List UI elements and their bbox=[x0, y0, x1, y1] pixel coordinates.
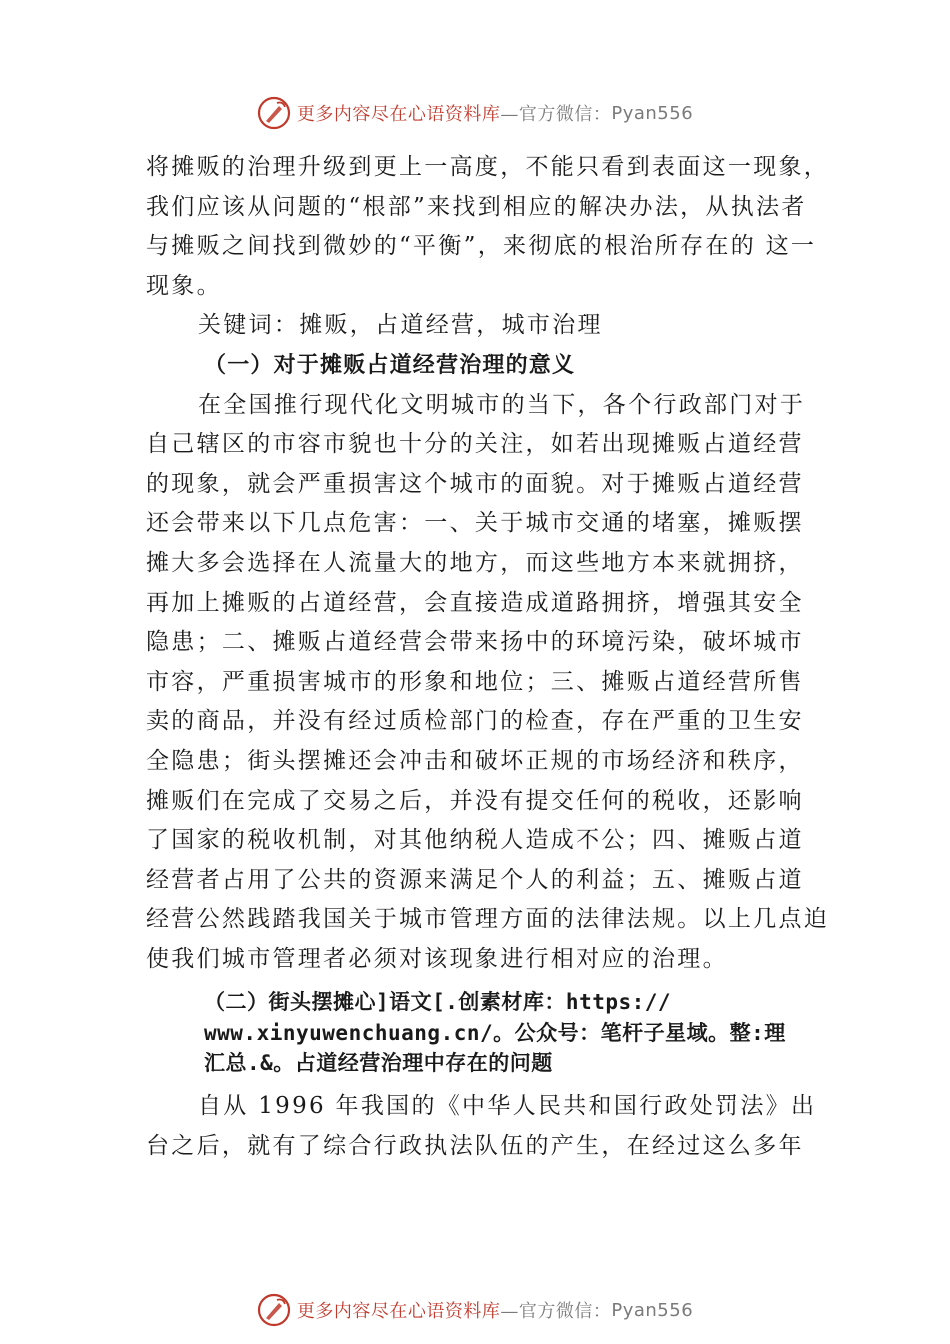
paragraph-line: 使我们城市管理者必须对该现象进行相对应的治理。 bbox=[146, 945, 728, 972]
paragraph-line: 与摊贩之间找到微妙的“平衡”，来彻底的根治所存在的 这一 bbox=[146, 233, 817, 260]
paragraph-line: 经营公然践踏我国关于城市管理方面的法律法规。以上几点迫 bbox=[146, 906, 830, 933]
header-wechat-id: Pyan556 bbox=[611, 102, 694, 124]
paragraph-line: 现象。 bbox=[146, 272, 222, 299]
paragraph-line: 自从 1996 年我国的《中华人民共和国行政处罚法》出 bbox=[198, 1092, 817, 1119]
paragraph-line: 全隐患；街头摆摊还会冲击和破坏正规的市场经济和秩序， bbox=[146, 747, 804, 774]
paragraph-line: 再加上摊贩的占道经营，会直接造成道路拥挤，增强其安全 bbox=[146, 589, 804, 616]
paragraph-line: 摊贩们在完成了交易之后，并没有提交任何的税收，还影响 bbox=[146, 787, 804, 814]
paragraph-line: 将摊贩的治理升级到更上一高度，不能只看到表面这一现象， bbox=[146, 154, 830, 180]
footer-wechat-id: Pyan556 bbox=[611, 1299, 694, 1321]
footer-site-name: 更多内容尽在心语资料库 bbox=[296, 1301, 501, 1322]
paragraph-line: 市容，严重损害城市的形象和地位；三、摊贩占道经营所售 bbox=[146, 668, 804, 695]
section-heading-1: （一）对于摊贩占道经营治理的意义 bbox=[204, 352, 576, 378]
document-body bbox=[146, 148, 836, 1166]
paragraph-line: 卖的商品，并没有经过质检部门的检查，存在严重的卫生安 bbox=[146, 708, 804, 735]
header-site-name: 更多内容尽在心语资料库 bbox=[296, 104, 501, 125]
keywords-line: 关键词：摊贩，占道经营，城市治理 bbox=[198, 312, 603, 339]
section-heading-2: www.xinyuwenchuang.cn/。公众号：笔杆子星域。整:理 bbox=[204, 1020, 786, 1045]
paragraph-line: 台之后，就有了综合行政执法队伍的产生，在经过这么多年 bbox=[146, 1132, 804, 1159]
pen-logo-icon bbox=[257, 1293, 291, 1327]
paragraph-line: 在全国推行现代化文明城市的当下，各个行政部门对于 bbox=[198, 391, 806, 418]
paragraph-line: 我们应该从问题的“根部”来找到相应的解决办法，从执法者 bbox=[146, 193, 807, 220]
header-banner bbox=[0, 96, 950, 130]
footer-wechat-label: —官方微信： bbox=[500, 1301, 612, 1322]
header-wechat-label: —官方微信： bbox=[500, 104, 612, 125]
section-heading-2: （二）街头摆摊心]语文[.创素材库：https:// bbox=[204, 990, 672, 1015]
section-heading-2: 汇总.&。占道经营治理中存在的问题 bbox=[204, 1051, 553, 1076]
paragraph-line: 摊大多会选择在人流量大的地方，而这些地方本来就拥挤， bbox=[146, 549, 804, 576]
paragraph-line: 的现象，就会严重损害这个城市的面貌。对于摊贩占道经营 bbox=[146, 470, 804, 497]
paragraph-line: 自己辖区的市容市貌也十分的关注，如若出现摊贩占道经营 bbox=[146, 431, 804, 458]
pen-logo-icon bbox=[257, 96, 291, 130]
paragraph-line: 还会带来以下几点危害：一、关于城市交通的堵塞，摊贩摆 bbox=[146, 510, 804, 537]
paragraph-line: 了国家的税收机制，对其他纳税人造成不公；四、摊贩占道 bbox=[146, 827, 804, 854]
footer-banner bbox=[0, 1293, 950, 1327]
paragraph-line: 经营者占用了公共的资源来满足个人的利益；五、摊贩占道 bbox=[146, 866, 804, 893]
paragraph-line: 隐患；二、摊贩占道经营会带来扬中的环境污染，破坏城市 bbox=[146, 629, 804, 656]
